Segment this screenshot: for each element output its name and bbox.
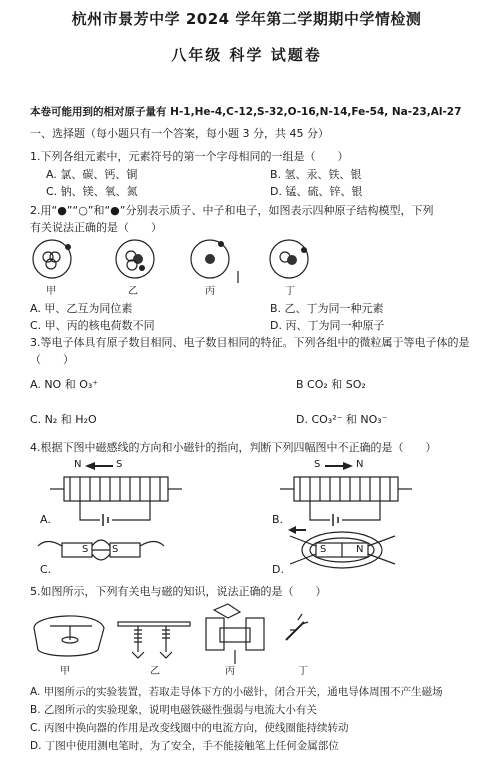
q4-b-pole-s: S	[314, 459, 321, 470]
atom-label-yi: 乙	[128, 286, 138, 297]
q4-d-pole-n: N	[356, 544, 364, 555]
atom-label-jia: 甲	[46, 286, 56, 297]
q4-d-pole-s: S	[320, 544, 327, 555]
atomic-masses-note: 本卷可能用到的相对原子量有 H-1,He-4,C-12,S-32,O-16,N-14,Fe-54, Na-23,Al-27	[30, 106, 462, 118]
q3-option-c: C. N₂ 和 H₂O	[30, 413, 97, 426]
q1-stem: 1.下列各组元素中，元素符号的第一个字母相同的一组是（ ）	[30, 150, 349, 163]
q5-figure-bing	[206, 604, 264, 664]
q5-figure-ding	[286, 614, 308, 640]
q5-label-jia: 甲	[60, 666, 70, 677]
q4-c-pole-s1: S	[82, 544, 89, 555]
exam-title: 杭州市景芳中学 2024 学年第二学期期中学情检测	[71, 10, 422, 28]
q3-stem-line2: （ ）	[30, 353, 74, 366]
q1-option-c: C. 钠、镁、氧、氮	[46, 185, 138, 198]
q1-option-a: A. 氯、碳、钙、铜	[46, 168, 138, 181]
section-heading: 一、选择题（每小题只有一个答案，每小题 3 分，共 45 分）	[30, 127, 329, 140]
q4-a-pole-s: S	[116, 459, 123, 470]
q2-option-a: A. 甲、乙互为同位素	[30, 302, 133, 315]
exam-subtitle: 八年级 科学 试题卷	[171, 46, 322, 64]
q2-stem-line2: 有关说法正确的是（ ）	[30, 221, 162, 234]
q4-option-d: D.	[272, 563, 284, 576]
q4-a-pole-n: N	[74, 459, 82, 470]
q5-label-yi: 乙	[150, 666, 160, 677]
q5-label-bing: 丙	[225, 666, 235, 677]
q4-option-a: A.	[40, 513, 51, 526]
q1-option-d: D. 锰、硫、锌、银	[270, 185, 363, 198]
q2-stem-line1: 2.用“●”“○”和“●”分别表示质子、中子和电子，如图表示四种原子结构模型，下列	[30, 204, 434, 217]
q1-option-b: B. 氢、汞、铁、银	[270, 168, 362, 181]
q4-option-c: C.	[40, 563, 52, 576]
q4-c-pole-s2: S	[112, 544, 119, 555]
q4-option-b: B.	[272, 513, 284, 526]
q5-figure-jia	[34, 616, 104, 656]
q4-b-pole-n: N	[356, 459, 364, 470]
q5-label-ding: 丁	[298, 666, 308, 677]
q2-option-d: D. 丙、丁为同一种原子	[270, 319, 385, 332]
q3-option-a: A. NO 和 O₃⁺	[30, 378, 99, 391]
q3-option-d: D. CO₃²⁻ 和 NO₃⁻	[296, 413, 388, 426]
atom-label-ding: 丁	[285, 286, 295, 297]
q5-option-c: C. 丙图中换向器的作用是改变线圈中的电流方向，使线圈能持续转动	[30, 722, 349, 734]
q5-option-a: A. 甲图所示的实验装置，若取走导体下方的小磁针，闭合开关，通电导体周围不产生磁场	[30, 686, 443, 698]
q3-option-b: B CO₂ 和 SO₂	[296, 378, 366, 391]
q2-option-c: C. 甲、丙的核电荷数不同	[30, 319, 155, 332]
q4-stem: 4.根据下图中磁感线的方向和小磁针的指向，判断下列四幅图中不正确的是（ ）	[30, 441, 437, 454]
q2-option-b: B. 乙、丁为同一种元素	[270, 302, 384, 315]
q5-stem: 5.如图所示，下列有关电与磁的知识，说法正确的是（ ）	[30, 585, 327, 598]
q5-option-b: B. 乙图所示的实验现象，说明电磁铁磁性强弱与电流大小有关	[30, 704, 317, 716]
q3-stem-line1: 3.等电子体具有原子数目相同、电子数目相同的特征。下列各组中的微粒属于等电子体的是	[30, 336, 470, 349]
q5-option-d: D. 丁图中使用测电笔时，为了安全，手不能接触笔上任何金属部位	[30, 740, 339, 752]
q5-figure-yi	[118, 622, 190, 658]
atom-label-bing: 丙	[205, 286, 215, 297]
